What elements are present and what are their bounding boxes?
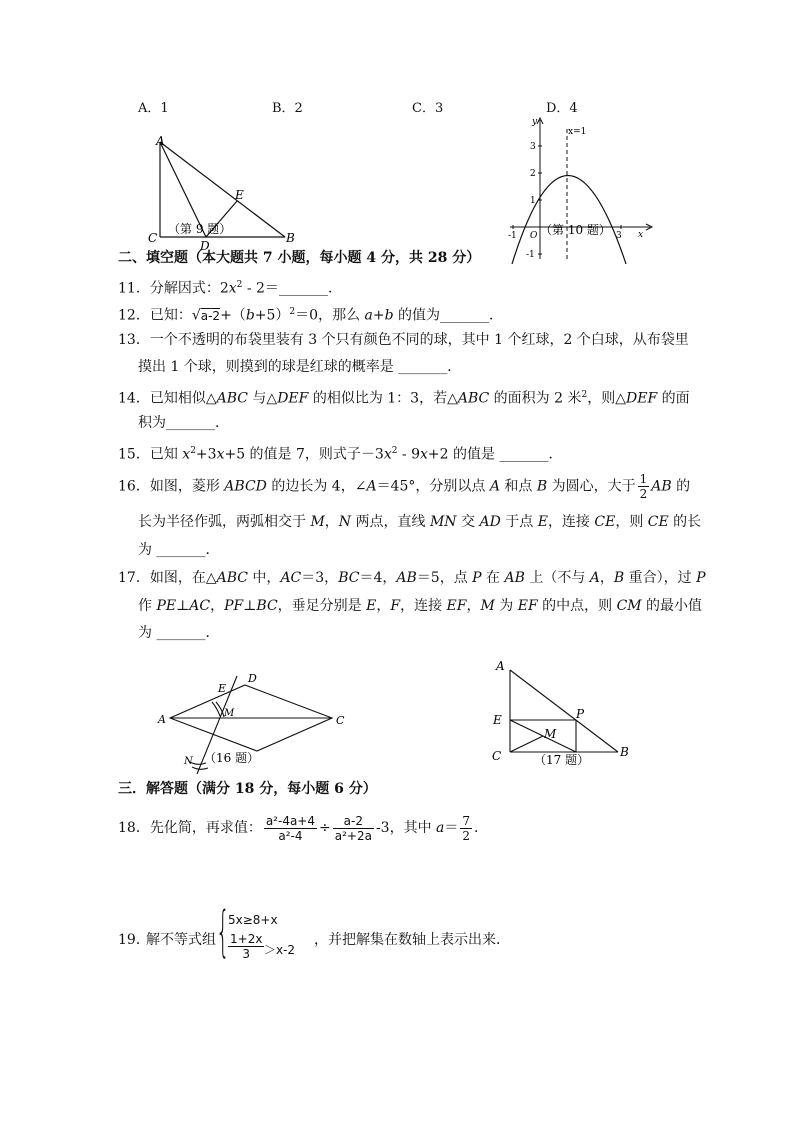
q17-e: ＝5，点 [416, 570, 473, 586]
q17-l2h: ， [466, 598, 481, 614]
q13-line2: 摸出 1 个球，则摸到的球是红球的概率是 [138, 359, 399, 375]
q16-frac-num: 1 [639, 472, 648, 486]
q16-l2d: 交 [456, 514, 480, 530]
q18-v-num: 7 [462, 813, 471, 828]
q18-value [460, 814, 472, 843]
fig16-label-n: N [184, 756, 193, 767]
q19-fraction [228, 932, 264, 961]
q18-div: ÷ [319, 820, 331, 836]
q11-var: x [228, 280, 237, 297]
q15-c: +5 的值是 7，则式子－3 [224, 446, 384, 463]
q16-b: 的边长为 4，∠ [266, 478, 367, 495]
q14-blank: _______ [166, 415, 215, 431]
q16-f: 的 [671, 478, 691, 495]
q17-l2k: 的最小值 [641, 598, 703, 614]
q17-l2a: 作 [138, 598, 157, 614]
q12-b: b [245, 307, 255, 324]
q17-ab2: AB [504, 570, 525, 586]
option-d: D．4 [546, 101, 578, 116]
q15-x4: x [420, 446, 428, 463]
question-17-line2 [138, 596, 702, 616]
q16-m: M [310, 514, 325, 530]
fig10-tick-neg1: -1 [526, 250, 535, 260]
q16-ab: AB [651, 478, 672, 495]
q17-l2e: ，垂足分别是 [277, 598, 367, 614]
fig16-label-d: D [248, 672, 257, 685]
q13-end: ． [447, 359, 462, 375]
q18-number: 18． [118, 820, 150, 836]
q17-g: 上（不与 [524, 570, 590, 586]
q19-pre: 解不等式组 [146, 932, 216, 948]
q18-f2-den: a²+2a [334, 828, 372, 843]
section-3-heading: 三．解答题（满分 18 分，每小题 6 分） [118, 781, 377, 797]
q18-end: ． [474, 820, 489, 836]
q12-end: ． [489, 307, 504, 324]
q17-ac2: AC [189, 598, 211, 614]
q16-ad: AD [479, 514, 501, 530]
fig10-label-y: y [532, 117, 538, 127]
q15-x2: x [216, 446, 225, 463]
question-16-line3 [138, 540, 219, 560]
q15-b: +3 [195, 446, 217, 463]
fig9-label-b: B [286, 231, 295, 245]
q17-l2b: ⊥ [176, 598, 190, 614]
q14-abc2: ABC [457, 390, 490, 407]
q18-eq: ＝ [444, 820, 459, 836]
figure-10 [500, 114, 660, 264]
question-13 [118, 330, 689, 350]
q16-e-point: E [537, 514, 548, 530]
question-11 [118, 275, 342, 299]
sqrt-sign: √ [191, 307, 201, 324]
q16-number: 16． [118, 478, 150, 495]
question-15 [118, 441, 562, 465]
q18-v-den: 2 [462, 828, 471, 843]
q15-x3: x [383, 446, 392, 463]
question-12 [118, 302, 503, 326]
q12-exp: 2 [289, 307, 296, 317]
q14-d: 的面积为 2 米 [489, 390, 582, 407]
option-b: B．2 [272, 101, 303, 116]
q17-p2: P [696, 570, 706, 586]
q16-frac-den: 2 [639, 487, 648, 501]
fig17-label-e: E [493, 713, 502, 727]
q15-e1: 2 [190, 446, 196, 456]
q18-f1-num: a²-4a+4 [265, 813, 315, 828]
q17-l2g: ，连接 [400, 598, 447, 614]
q17-l2j: 的中点，则 [537, 598, 617, 614]
q16-mn: MN [429, 514, 457, 530]
q11-rest: - 2＝ [242, 280, 279, 297]
q16-d: 和点 [499, 478, 537, 495]
q17-f: 在 [481, 570, 505, 586]
fig16-label-m: M [224, 708, 235, 719]
q12-mid: +（ [220, 307, 246, 324]
q16-ce: CE [594, 514, 616, 530]
fig10-xtick-neg1: -1 [508, 231, 517, 241]
q17-f-point: F [390, 598, 401, 614]
q16-l3: 为 [138, 542, 157, 558]
q16-angle-a: A [366, 478, 377, 495]
q11-text: 分解因式：2 [149, 280, 229, 297]
fig10-tick-1: 1 [530, 196, 536, 206]
fig17-label-a: A [496, 659, 505, 673]
q16-a: 如图，菱形 [149, 478, 225, 495]
fig17-label-b: B [620, 745, 629, 759]
q16-l2a: 长为半径作弧，两弧相交于 [138, 514, 311, 530]
figure-16 [150, 666, 365, 778]
q11-blank: _______ [278, 280, 328, 297]
option-a: A．1 [138, 101, 169, 116]
q16-l2e: 于点 [500, 514, 538, 530]
q14-f: 的面 [657, 390, 690, 407]
q18-mid: -3，其中 [375, 820, 437, 836]
q14-def2: DEF [626, 390, 658, 407]
fig16-label-a: A [158, 713, 166, 726]
q17-point-b: B [613, 570, 625, 586]
q12-blank: _______ [440, 307, 490, 324]
q15-blank: _______ [499, 446, 549, 463]
fig16-label-c: C [336, 714, 345, 727]
q13-blank: _______ [398, 359, 448, 375]
q15-d: - 9 [397, 446, 421, 463]
fig10-label-x: x [638, 230, 644, 240]
q17-l2f: ， [376, 598, 391, 614]
q16-abcd: ABCD [224, 478, 267, 495]
fig10-label-axis: x=1 [568, 127, 587, 137]
q18-pre: 先化简，再求值： [149, 820, 262, 836]
q17-end: ． [205, 625, 220, 641]
q17-pe: PE [156, 598, 177, 614]
fig9-label-e: E [235, 188, 244, 202]
q17-pf: PF [224, 598, 244, 614]
q17-ef2: EF [517, 598, 538, 614]
question-18 [118, 808, 488, 848]
q16-fraction [638, 472, 650, 501]
q17-ef: EF [446, 598, 467, 614]
q14-line2: 积为 [138, 415, 166, 431]
q19-number: 19． [118, 932, 150, 948]
q18-fraction-2 [333, 814, 374, 843]
q14-a: 已知相似△ [149, 390, 217, 407]
q17-ab: AB [396, 570, 417, 586]
q17-number: 17． [118, 570, 150, 586]
q16-n: N [338, 514, 352, 530]
q16-l2h: 的长 [668, 514, 702, 530]
fig9-caption: （第 9 题） [168, 222, 232, 236]
q18-fraction-1 [264, 814, 317, 843]
q12-mid2: +5） [254, 307, 290, 324]
figure-9 [140, 132, 300, 250]
q17-b: 中， [247, 570, 281, 586]
q17-blank: _______ [156, 625, 206, 641]
q16-l2c: 两点，直线 [351, 514, 430, 530]
q12-a: a [364, 307, 373, 324]
q17-bc: BC [338, 570, 360, 586]
q12-mid3: ＝0，那么 [295, 307, 365, 324]
q17-l2c: ， [210, 598, 225, 614]
fig17-label-c: C [492, 749, 502, 763]
q14-b: 与△ [247, 390, 278, 407]
q14-e: ，则△ [587, 390, 627, 407]
q16-l2g: ，则 [615, 514, 648, 530]
q15-a: 已知 [149, 446, 183, 463]
q16-l2f: ，连接 [547, 514, 595, 530]
q16-l2b: ， [324, 514, 339, 530]
q19-inequality-1: 5x≥8+x [228, 913, 278, 927]
q19-post: ，并把解集在数轴上表示出来． [314, 932, 510, 948]
q12-b2: b [384, 307, 394, 324]
question-17 [118, 568, 706, 588]
q16-e: 为圆心，大于 [547, 478, 636, 495]
fig17-label-p: P [576, 707, 585, 721]
fig9-label-c: C [148, 231, 158, 245]
q14-abc: ABC [216, 390, 248, 407]
q18-f1-den: a²-4 [278, 828, 303, 843]
q17-l2i: 为 [494, 598, 518, 614]
fig10-tick-2: 2 [530, 169, 536, 179]
q17-p: P [472, 570, 482, 586]
q19-f-den: 3 [242, 947, 251, 961]
q15-e3: 2 [391, 446, 398, 456]
q11-number: 11． [118, 280, 150, 297]
q17-m: M [480, 598, 495, 614]
q17-cm: CM [616, 598, 642, 614]
q12-plus: + [372, 307, 385, 324]
q17-l2d: ⊥ [243, 598, 257, 614]
q12-number: 12． [118, 307, 150, 324]
fig16-label-e: E [218, 682, 227, 695]
q16-point-b: B [536, 478, 548, 495]
q17-e-point: E [366, 598, 377, 614]
q17-a: 如图，在△ [149, 570, 217, 586]
fig10-tick-3: 3 [530, 142, 536, 152]
q16-ce2: CE [647, 514, 669, 530]
brace-icon: { [216, 900, 230, 963]
q14-exp: 2 [581, 390, 588, 400]
question-16-line2 [138, 512, 701, 532]
q19-f-num: 1+2x [230, 932, 263, 946]
question-14 [118, 385, 690, 409]
q17-l3: 为 [138, 625, 157, 641]
q15-x1: x [182, 446, 191, 463]
q16-end: ． [205, 542, 220, 558]
q15-number: 15． [118, 446, 150, 463]
question-13-line2 [138, 357, 461, 377]
q12-radicand: a-2 [200, 308, 221, 323]
fig9-label-a: A [156, 134, 165, 148]
q17-d: ＝4， [359, 570, 397, 586]
fig10-xtick-3: 3 [616, 231, 622, 241]
q13-line1: 一个不透明的布袋里装有 3 个只有颜色不同的球，其中 1 个红球，2 个白球，从布袋里 [149, 332, 689, 348]
q14-def: DEF [277, 390, 309, 407]
question-14-line2 [138, 413, 229, 433]
q17-i: 重合），过 [624, 570, 697, 586]
q17-ac: AC [280, 570, 302, 586]
q14-c: 的相似比为 1：3，若△ [308, 390, 458, 407]
option-c: C．3 [412, 101, 444, 116]
q16-point-a: A [489, 478, 500, 495]
q17-c: ＝3， [301, 570, 339, 586]
q18-a: a [436, 820, 445, 836]
q11-exp: 2 [236, 280, 243, 290]
q15-end: ． [548, 446, 563, 463]
q17-bc2: BC [256, 598, 278, 614]
fig9-label-d: D [200, 239, 210, 250]
q18-f2-num: a-2 [333, 814, 374, 829]
figure-17 [490, 656, 640, 768]
q12-post: 的值为 [393, 307, 441, 324]
q13-number: 13． [118, 332, 150, 348]
q14-end: ． [215, 415, 229, 431]
question-17-line3 [138, 623, 219, 643]
fig16-caption: （16 题） [204, 751, 260, 765]
question-16 [118, 472, 690, 500]
q17-h: ， [599, 570, 614, 586]
q12-pre: 已知： [149, 307, 192, 324]
fig10-label-origin: O [530, 231, 538, 241]
q14-number: 14． [118, 390, 150, 407]
q16-c: ＝45°，分别以点 [376, 478, 490, 495]
fig10-caption: （第 10 题） [540, 223, 611, 237]
q16-blank: _______ [156, 542, 206, 558]
q11-end: ． [327, 280, 342, 297]
q17-point-a: A [589, 570, 600, 586]
fig17-label-m: M [544, 727, 557, 741]
q17-abc: ABC [216, 570, 248, 586]
section-2-heading: 二、填空题（本大题共 7 小题，每小题 4 分，共 28 分） [118, 250, 481, 266]
q15-e: +2 的值是 [427, 446, 500, 463]
fig17-caption: （17 题） [534, 753, 590, 767]
q19-inequality-2: ＞x-2 [264, 943, 296, 957]
